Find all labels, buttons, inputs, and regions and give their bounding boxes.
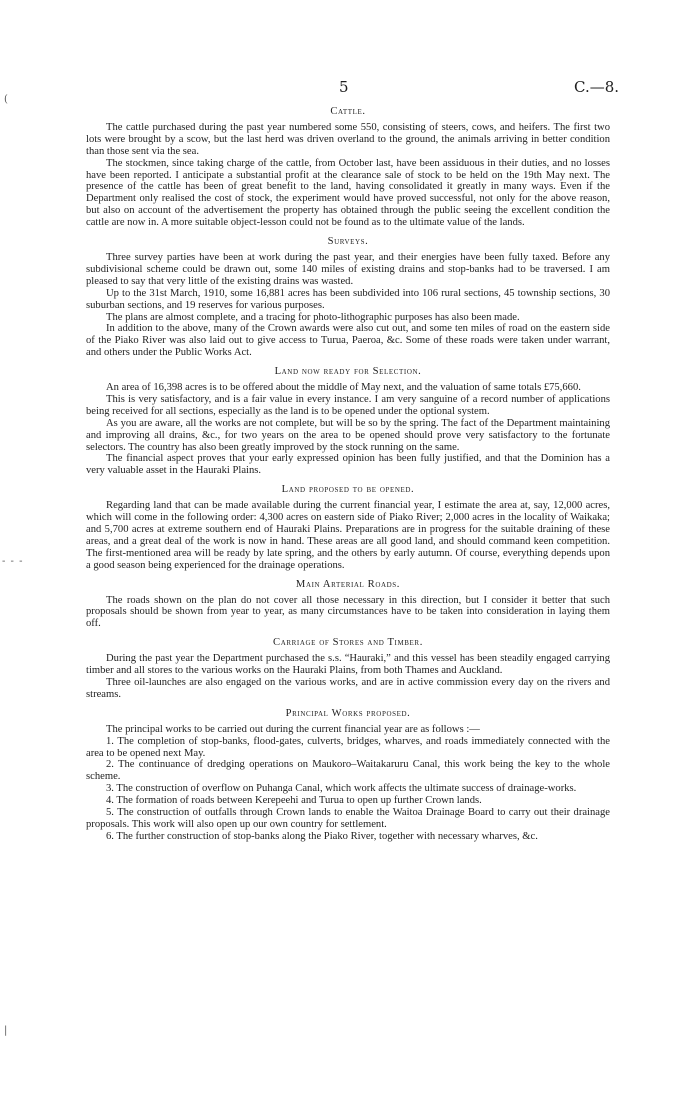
section-heading: Principal Works proposed. bbox=[285, 707, 411, 719]
margin-mark: - - - bbox=[2, 556, 24, 567]
document-reference: C.—8. bbox=[574, 78, 620, 96]
paragraph: This is very satisfactory, and is a fair value in every instance. I am very sanguine of a record number of applications being received for all sections, especially as the land is to be opened under the optional system. bbox=[86, 393, 610, 417]
paragraph: The stockmen, since taking charge of the cattle, from October last, have been assiduous in their duties, and no losses have been reported. I anticipate a substantial profit at the clearance sale of stock to be held on the 19th May next. The presence of the cattle has been of great benefit to the land, having consolidated it greatly in many ways. Even if the Department only realised the cost of stock, the experiment would have proved successful, not only for the above reason, but also on account of the advertisement the property has obtained through the public seeing the excellent condition the cattle are now in. A more suitable object-lesson could not be found as to the ultimate value of the lands. bbox=[86, 157, 610, 229]
list-item: 6. The further construction of stop-banks along the Piako River, together with necessary wharves, &c. bbox=[106, 830, 538, 842]
margin-mark: ( bbox=[4, 94, 8, 105]
paragraph: Three survey parties have been at work during the past year, and their energies have been fully taxed. Before any subdivisional scheme could be drawn out, some 140 miles of existing drains and stop-banks had to be traversed. I am pleased to say that very little of the existing drains was wasted. bbox=[86, 251, 610, 287]
paragraph: The plans are almost complete, and a tracing for photo-lithographic purposes has also been made. bbox=[106, 311, 520, 323]
margin-mark: | bbox=[4, 1025, 8, 1036]
paragraph: Regarding land that can be made available during the current financial year, I estimate the area at, say, 12,000 acres, which will come in the following order: 4,300 acres on eastern side of Piako River; 2,000 acres in the locality of Waikaka; and 5,700 acres at extreme southern end of Hauraki Plains. Preparations are in progress for the suitable draining of these areas, and a great deal of the work is now in hand. These areas are all good land, and should command keen competition. The first-mentioned area will be ready by late spring, and the others by early autumn. Of course, everything depends upon a good season being experienced for the drainage operations. bbox=[86, 500, 610, 571]
paragraph: An area of 16,398 acres is to be offered about the middle of May next, and the valuation of same totals £75,660. bbox=[106, 382, 581, 394]
section-surveys bbox=[86, 236, 610, 359]
list-item: 4. The formation of roads between Kerepeehi and Turua to open up further Crown lands. bbox=[106, 795, 482, 807]
section-land-ready bbox=[86, 366, 610, 477]
section-main-roads bbox=[86, 579, 610, 631]
list-item: 1. The completion of stop-banks, flood-gates, culverts, bridges, wharves, and roads immediately connected with the area to be opened next May. bbox=[86, 735, 610, 759]
section-heading: Carriage of Stores and Timber. bbox=[273, 637, 423, 649]
section-heading: Land proposed to be opened. bbox=[281, 484, 415, 496]
paragraph: The financial aspect proves that your early expressed opinion has been fully justified, and that the Dominion has a very valuable asset in the Hauraki Plains. bbox=[86, 453, 610, 477]
section-heading: Main Arterial Roads. bbox=[295, 578, 401, 590]
list-item: 2. The continuance of dredging operations on Maukoro–Waitakaruru Canal, this work being the key to the whole scheme. bbox=[86, 759, 610, 783]
section-heading: Cattle. bbox=[330, 106, 366, 117]
section-carriage bbox=[86, 637, 610, 701]
section-heading: Land now ready for Selection. bbox=[274, 366, 422, 378]
paragraph: Three oil-launches are also engaged on the various works, and are in active commission every day on the rivers and streams. bbox=[86, 676, 610, 700]
section-heading: Surveys. bbox=[327, 236, 369, 248]
page-header bbox=[0, 78, 700, 98]
paragraph: The principal works to be carried out during the current financial year are as follows :— bbox=[106, 723, 480, 735]
paragraph: As you are aware, all the works are not complete, but will be so by the spring. The fact of the Department maintaining and improving all drains, &c., for two years on the area to be opened should prove very satisfactory to the fortunate selectors. The country has also been greatly improved by the stock running on the same. bbox=[86, 417, 610, 453]
list-item: 5. The construction of outfalls through Crown lands to enable the Waitoa Drainage Board to carry out their drainage proposals. This work will also open up our own country for settlement. bbox=[86, 807, 610, 830]
section-land-proposed bbox=[86, 484, 610, 571]
section-cattle bbox=[86, 106, 610, 229]
paragraph: The cattle purchased during the past year numbered some 550, consisting of steers, cows, and heifers. The first two lots were brought by a scow, but the last herd was driven overland to the ground, the animals arriving in better condition than those sent via the sea. bbox=[86, 121, 610, 157]
paragraph: The roads shown on the plan do not cover all those necessary in this direction, but I consider it better that such proposals should be shown from year to year, as many circumstances have to be taken into consideration in laying them off. bbox=[86, 594, 610, 630]
paragraph: In addition to the above, many of the Crown awards were also cut out, and some ten miles of road on the eastern side of the Piako River was also laid out to give access to Turua, Paeroa, &c. Some of these roads were taken under warrant, and others under the Public Works Act. bbox=[86, 323, 610, 359]
page-number: 5 bbox=[339, 78, 349, 96]
list-item: 3. The construction of overflow on Puhanga Canal, which work affects the ultimate success of drainage-works. bbox=[106, 783, 577, 795]
paragraph: Up to the 31st March, 1910, some 16,881 acres has been subdivided into 106 rural sections, 45 township sections, 30 suburban sections, and 19 reserves for various purposes. bbox=[86, 287, 610, 311]
document-body bbox=[86, 106, 610, 843]
section-principal-works bbox=[86, 708, 610, 843]
paragraph: During the past year the Department purchased the s.s. “Hauraki,” and this vessel has been steadily engaged carrying timber and all stores to the various works on the Hauraki Plains, from both Thames and Auckland. bbox=[86, 653, 610, 677]
